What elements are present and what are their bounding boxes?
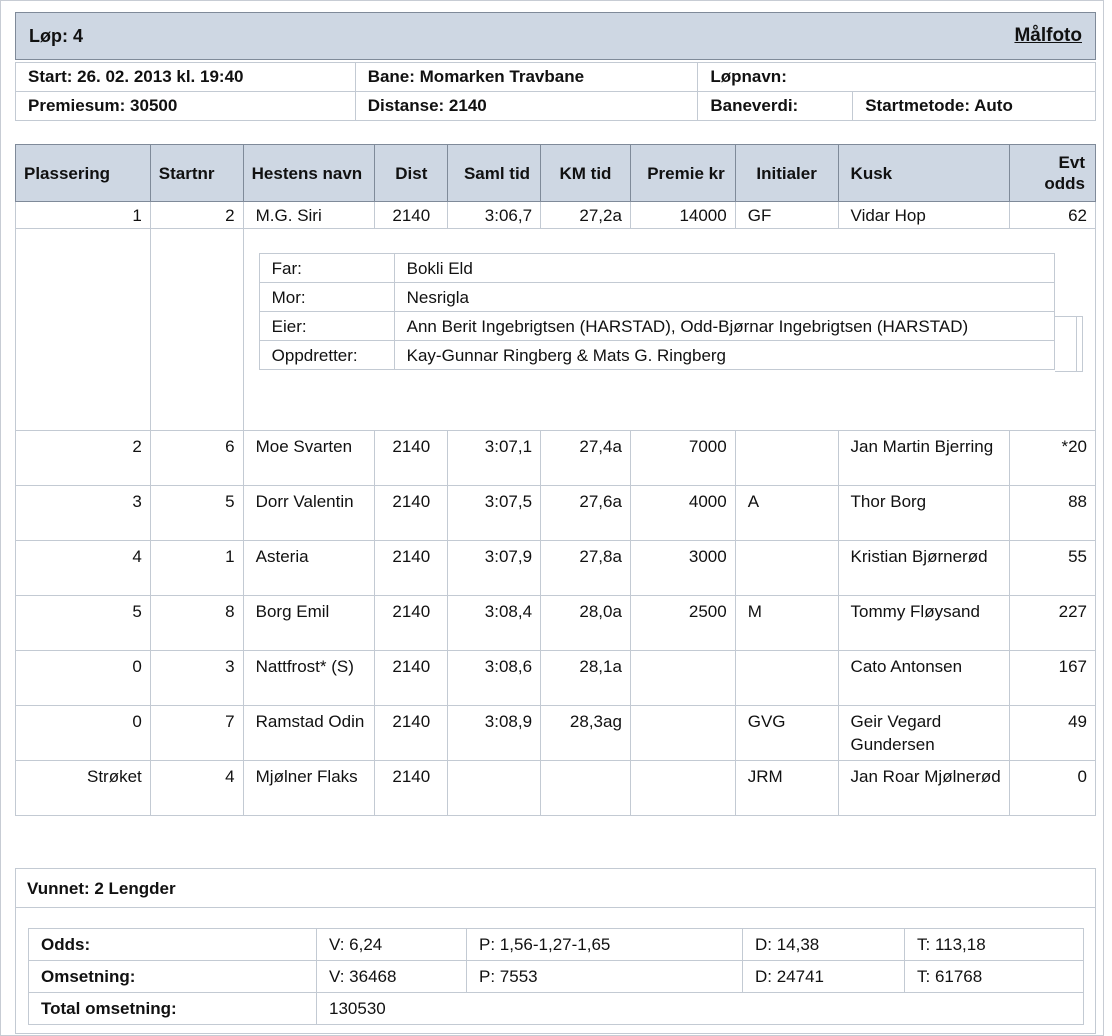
turnover-label: Omsetning:: [29, 961, 317, 993]
cell-startnr: 8: [150, 596, 243, 651]
odds-t: T: 113,18: [905, 929, 1084, 961]
table-row[interactable]: [16, 706, 1096, 761]
eier-label: Eier:: [259, 312, 394, 341]
pedigree-scroll-stub: [1055, 316, 1083, 372]
oppdretter-label: Oppdretter:: [259, 341, 394, 370]
pedigree-row: [16, 229, 1096, 431]
cell-horse-name: Nattfrost* (S): [243, 651, 375, 706]
cell-odds: 49: [1010, 706, 1096, 761]
odds-v: V: 6,24: [317, 929, 467, 961]
cell-odds: 88: [1010, 486, 1096, 541]
table-row[interactable]: [16, 202, 1096, 229]
cell-km-tid: 27,6a: [541, 486, 631, 541]
turnover-row: [29, 961, 1084, 993]
cell-saml-tid: 3:08,6: [448, 651, 541, 706]
cell-startnr: 5: [150, 486, 243, 541]
cell-odds: *20: [1010, 431, 1096, 486]
cell-premie: 7000: [630, 431, 735, 486]
total-turnover-value: 130530: [317, 993, 1084, 1025]
cell-kusk: Thor Borg: [838, 486, 1010, 541]
cell-initialer: GVG: [735, 706, 838, 761]
cell-kusk: Geir Vegard Gundersen: [838, 706, 1010, 761]
cell-saml-tid: 3:08,9: [448, 706, 541, 761]
cell-initialer: A: [735, 486, 838, 541]
start-time: Start: 26. 02. 2013 kl. 19:40: [16, 63, 356, 92]
cell-plassering: 2: [16, 431, 151, 486]
odds-label: Odds:: [29, 929, 317, 961]
mor-value: Nesrigla: [394, 283, 1054, 312]
col-startnr: Startnr: [150, 145, 243, 202]
col-km-tid: KM tid: [541, 145, 631, 202]
race-name: Løpnavn:: [698, 63, 1096, 92]
total-turnover-label: Total omsetning:: [29, 993, 317, 1025]
cell-odds: 227: [1010, 596, 1096, 651]
col-kusk: Kusk: [838, 145, 1010, 202]
col-saml-tid: Saml tid: [448, 145, 541, 202]
turnover-p: P: 7553: [467, 961, 743, 993]
cell-km-tid: 28,3ag: [541, 706, 631, 761]
eier-value: Ann Berit Ingebrigtsen (HARSTAD), Odd-Bjørnar Ingebrigtsen (HARSTAD): [394, 312, 1054, 341]
col-initialer: Initialer: [735, 145, 838, 202]
cell-dist: 2140: [375, 486, 448, 541]
cell-initialer: [735, 541, 838, 596]
cell-saml-tid: 3:07,1: [448, 431, 541, 486]
cell-plassering: 0: [16, 651, 151, 706]
col-hestens-navn: Hestens navn: [243, 145, 375, 202]
pedigree-spacer-2: [150, 229, 243, 431]
cell-dist: 2140: [375, 706, 448, 761]
col-plassering: Plassering: [16, 145, 151, 202]
cell-kusk: Tommy Fløysand: [838, 596, 1010, 651]
race-header: [15, 12, 1096, 60]
cell-horse-name: Borg Emil: [243, 596, 375, 651]
cell-dist: 2140: [375, 431, 448, 486]
cell-odds: 62: [1010, 202, 1096, 229]
distance: Distanse: 2140: [355, 92, 698, 121]
cell-premie: [630, 761, 735, 816]
results-table: [15, 144, 1096, 816]
cell-premie: 4000: [630, 486, 735, 541]
table-row[interactable]: [16, 431, 1096, 486]
pedigree-spacer-1: [16, 229, 151, 431]
summary-box: [15, 868, 1096, 1034]
race-title: Løp: 4: [29, 26, 83, 46]
prize-sum: Premiesum: 30500: [16, 92, 356, 121]
race-info-table: [15, 62, 1096, 121]
cell-saml-tid: 3:08,4: [448, 596, 541, 651]
cell-horse-name: Moe Svarten: [243, 431, 375, 486]
cell-premie: 2500: [630, 596, 735, 651]
col-premie: Premie kr: [630, 145, 735, 202]
cell-horse-name: Ramstad Odin: [243, 706, 375, 761]
winning-margin: Vunnet: 2 Lengder: [27, 879, 176, 898]
cell-horse-name: Dorr Valentin: [243, 486, 375, 541]
cell-kusk: Jan Roar Mjølnerød: [838, 761, 1010, 816]
cell-plassering: 4: [16, 541, 151, 596]
cell-dist: 2140: [375, 541, 448, 596]
total-turnover-row: [29, 993, 1084, 1025]
cell-startnr: 2: [150, 202, 243, 229]
cell-kusk: Kristian Bjørnerød: [838, 541, 1010, 596]
table-row[interactable]: [16, 541, 1096, 596]
cell-initialer: JRM: [735, 761, 838, 816]
cell-km-tid: 27,4a: [541, 431, 631, 486]
cell-odds: 55: [1010, 541, 1096, 596]
cell-startnr: 4: [150, 761, 243, 816]
cell-km-tid: 28,0a: [541, 596, 631, 651]
cell-odds: 167: [1010, 651, 1096, 706]
cell-km-tid: 28,1a: [541, 651, 631, 706]
odds-row: [29, 929, 1084, 961]
cell-dist: 2140: [375, 596, 448, 651]
cell-initialer: M: [735, 596, 838, 651]
table-row[interactable]: [16, 596, 1096, 651]
start-method: Startmetode: Auto: [853, 92, 1096, 121]
cell-plassering: 0: [16, 706, 151, 761]
odds-p: P: 1,56-1,27-1,65: [467, 929, 743, 961]
cell-kusk: Cato Antonsen: [838, 651, 1010, 706]
col-odds: Evt odds: [1010, 145, 1096, 202]
cell-km-tid: [541, 761, 631, 816]
cell-odds: 0: [1010, 761, 1096, 816]
mor-label: Mor:: [259, 283, 394, 312]
oppdretter-value: Kay-Gunnar Ringberg & Mats G. Ringberg: [394, 341, 1054, 370]
track-value: Baneverdi:: [698, 92, 853, 121]
photo-finish-link[interactable]: Målfoto: [1014, 25, 1082, 46]
table-row[interactable]: [16, 761, 1096, 816]
summary-divider: [16, 907, 1095, 908]
cell-horse-name: M.G. Siri: [243, 202, 375, 229]
cell-startnr: 3: [150, 651, 243, 706]
cell-premie: [630, 651, 735, 706]
pedigree-table: [259, 253, 1055, 370]
cell-dist: 2140: [375, 202, 448, 229]
cell-plassering: Strøket: [16, 761, 151, 816]
cell-plassering: 1: [16, 202, 151, 229]
far-label: Far:: [259, 254, 394, 283]
cell-plassering: 5: [16, 596, 151, 651]
cell-premie: 3000: [630, 541, 735, 596]
cell-saml-tid: [448, 761, 541, 816]
cell-initialer: [735, 431, 838, 486]
cell-dist: 2140: [375, 651, 448, 706]
cell-km-tid: 27,2a: [541, 202, 631, 229]
results-header-row: [16, 145, 1096, 202]
cell-saml-tid: 3:06,7: [448, 202, 541, 229]
cell-saml-tid: 3:07,5: [448, 486, 541, 541]
pedigree-cell: [243, 229, 1095, 431]
far-value: Bokli Eld: [394, 254, 1054, 283]
cell-kusk: Vidar Hop: [838, 202, 1010, 229]
cell-plassering: 3: [16, 486, 151, 541]
cell-dist: 2140: [375, 761, 448, 816]
turnover-d: D: 24741: [743, 961, 905, 993]
cell-km-tid: 27,8a: [541, 541, 631, 596]
turnover-t: T: 61768: [905, 961, 1084, 993]
odds-d: D: 14,38: [743, 929, 905, 961]
cell-premie: 14000: [630, 202, 735, 229]
cell-startnr: 7: [150, 706, 243, 761]
table-row[interactable]: [16, 486, 1096, 541]
col-dist: Dist: [375, 145, 448, 202]
cell-horse-name: Asteria: [243, 541, 375, 596]
cell-horse-name: Mjølner Flaks: [243, 761, 375, 816]
turnover-v: V: 36468: [317, 961, 467, 993]
cell-startnr: 1: [150, 541, 243, 596]
cell-kusk: Jan Martin Bjerring: [838, 431, 1010, 486]
cell-initialer: GF: [735, 202, 838, 229]
track-name: Bane: Momarken Travbane: [355, 63, 698, 92]
table-row[interactable]: [16, 651, 1096, 706]
cell-saml-tid: 3:07,9: [448, 541, 541, 596]
cell-startnr: 6: [150, 431, 243, 486]
odds-table: [28, 928, 1084, 1025]
cell-premie: [630, 706, 735, 761]
cell-initialer: [735, 651, 838, 706]
